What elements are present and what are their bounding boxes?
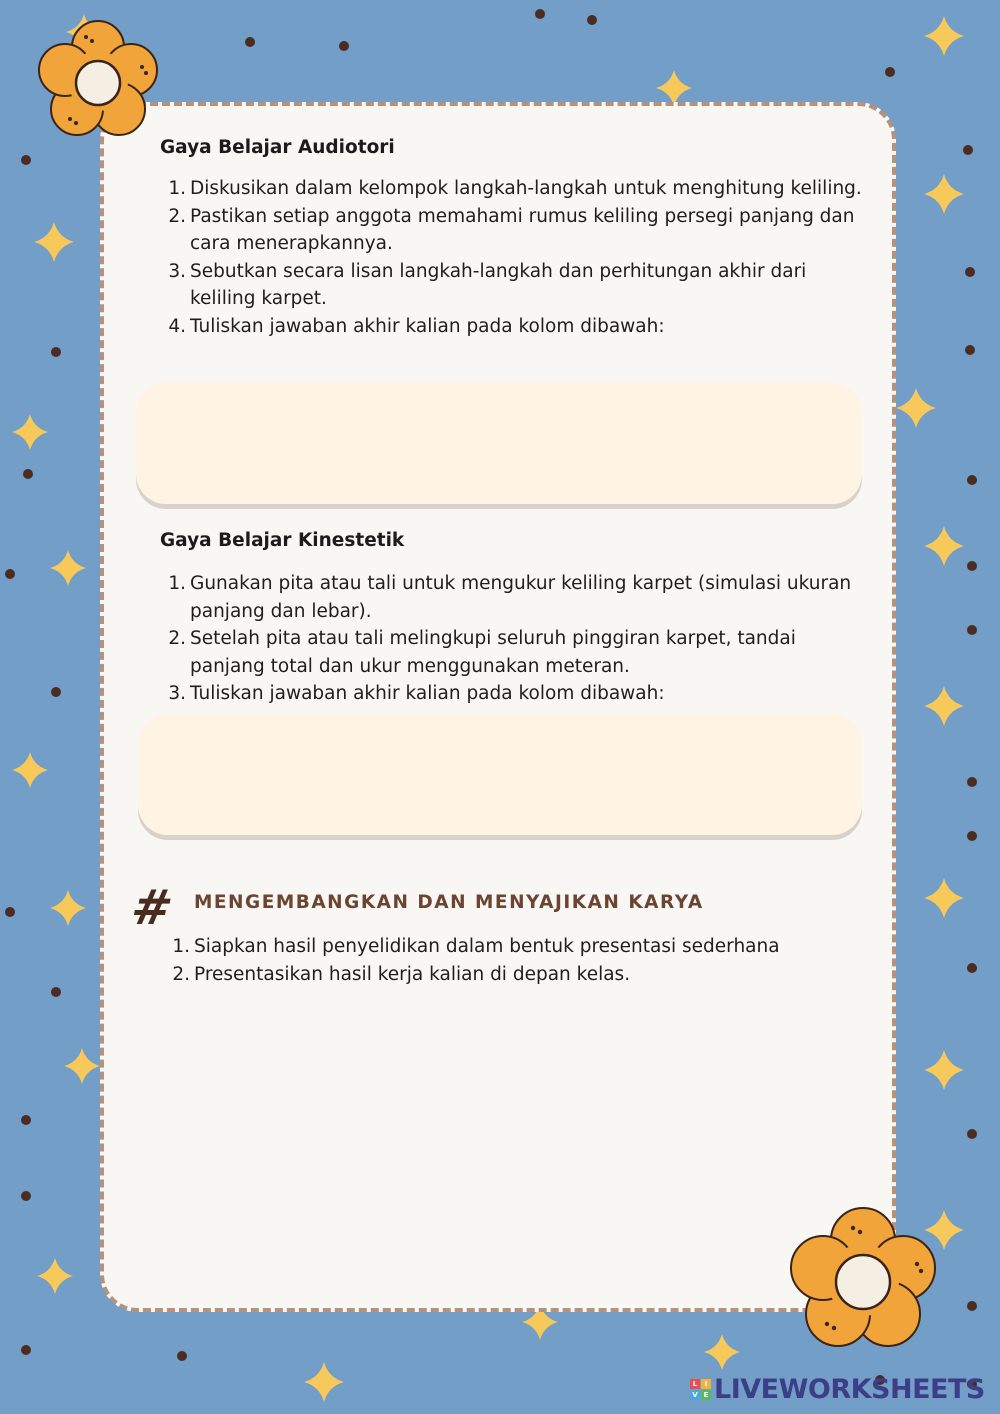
background-dot <box>245 37 255 47</box>
background-dot <box>967 625 977 635</box>
sparkle-star-icon <box>924 1050 964 1090</box>
heading-audiotori: Gaya Belajar Audiotori <box>160 137 395 158</box>
list-item-number: 1. <box>168 573 186 594</box>
background-dot <box>177 1351 187 1361</box>
list-item <box>164 933 864 961</box>
audiotori-steps <box>160 175 870 340</box>
background-dot <box>963 145 973 155</box>
background-dot <box>965 345 975 355</box>
background-dot <box>51 987 61 997</box>
background-dot <box>965 267 975 277</box>
background-dot <box>967 831 977 841</box>
background-dot <box>967 561 977 571</box>
background-dot <box>21 155 31 165</box>
list-item <box>160 570 870 625</box>
background-dot <box>5 907 15 917</box>
sparkle-star-icon <box>304 1362 344 1402</box>
list-item <box>160 258 870 313</box>
background-dot <box>885 67 895 77</box>
list-item <box>160 313 870 341</box>
list-item <box>164 961 864 989</box>
sparkle-star-icon <box>12 752 48 788</box>
sparkle-star-icon <box>896 388 936 428</box>
list-item-number: 2. <box>168 205 186 227</box>
flower-icon <box>778 1200 948 1360</box>
logo-letter: L <box>690 1379 700 1389</box>
sparkle-star-icon <box>12 414 48 450</box>
list-item-number: 3. <box>168 683 186 704</box>
background-dot <box>967 963 977 973</box>
flower-icon <box>28 16 168 146</box>
logo-letter: V <box>690 1390 700 1400</box>
background-dot <box>21 1191 31 1201</box>
list-item-text: Setelah pita atau tali melingkupi seluruh pinggiran karpet, tandai panjang total dan ukur menggunakan meteran. <box>190 628 796 677</box>
list-item <box>160 680 870 708</box>
sparkle-star-icon <box>924 526 964 566</box>
background-dot <box>21 1115 31 1125</box>
background-dot <box>23 469 33 479</box>
background-dot <box>339 41 349 51</box>
answer-box-audiotori[interactable] <box>136 383 862 504</box>
logo-text: LIVEWORKSHEETS <box>714 1374 985 1405</box>
sparkle-star-icon <box>34 222 74 262</box>
list-item-text: Tuliskan jawaban akhir kalian pada kolom dibawah: <box>190 683 665 704</box>
background-dot <box>587 15 597 25</box>
sparkle-star-icon <box>924 686 964 726</box>
sparkle-star-icon <box>64 1048 100 1084</box>
list-item-text: Sebutkan secara lisan langkah-langkah dan perhitungan akhir dari keliling karpet. <box>190 260 807 309</box>
liveworksheets-logo <box>690 1374 985 1405</box>
list-item-number: 1. <box>172 936 190 957</box>
kinestetik-steps <box>160 570 870 708</box>
background-dot <box>21 1345 31 1355</box>
list-item <box>160 175 870 203</box>
list-item-number: 3. <box>168 260 186 282</box>
list-item <box>160 625 870 680</box>
background-dot <box>535 9 545 19</box>
list-item-text: Presentasikan hasil kerja kalian di depan kelas. <box>194 963 631 985</box>
list-item-number: 4. <box>168 315 186 337</box>
logo-letter: E <box>701 1390 711 1400</box>
list-item <box>160 203 870 258</box>
logo-letter: I <box>701 1379 711 1389</box>
list-item-text: Diskusikan dalam kelompok langkah-langkah untuk menghitung keliling. <box>190 178 862 199</box>
sparkle-star-icon <box>50 890 86 926</box>
list-item-text: Tuliskan jawaban akhir kalian pada kolom dibawah: <box>190 315 665 337</box>
background-dot <box>967 475 977 485</box>
list-item-number: 1. <box>168 178 186 199</box>
background-dot <box>967 1129 977 1139</box>
background-dot <box>5 569 15 579</box>
list-item-text: Pastikan setiap anggota memahami rumus keliling persegi panjang dan cara menerapkannya. <box>190 205 855 254</box>
list-item-text: Siapkan hasil penyelidikan dalam bentuk presentasi sederhana <box>194 936 780 957</box>
answer-box-kinestetik[interactable] <box>138 714 862 835</box>
sparkle-star-icon <box>924 16 964 56</box>
hash-icon: # <box>127 880 178 936</box>
karya-steps <box>164 933 864 988</box>
sparkle-star-icon <box>924 878 964 918</box>
sparkle-star-icon <box>37 1258 73 1294</box>
background-dot <box>51 687 61 697</box>
sparkle-star-icon <box>656 70 692 106</box>
background-dot <box>967 1301 977 1311</box>
list-item-text: Gunakan pita atau tali untuk mengukur keliling karpet (simulasi ukuran panjang dan lebar). <box>190 573 852 622</box>
background-dot <box>967 777 977 787</box>
background-dot <box>51 347 61 357</box>
sparkle-star-icon <box>704 1334 740 1370</box>
logo-mark <box>690 1379 711 1400</box>
list-item-number: 2. <box>168 628 186 649</box>
sparkle-star-icon <box>924 174 964 214</box>
list-item-number: 2. <box>172 963 190 985</box>
heading-kinestetik: Gaya Belajar Kinestetik <box>160 530 405 551</box>
section-title-karya: MENGEMBANGKAN DAN MENYAJIKAN KARYA <box>194 892 704 913</box>
sparkle-star-icon <box>50 550 86 586</box>
